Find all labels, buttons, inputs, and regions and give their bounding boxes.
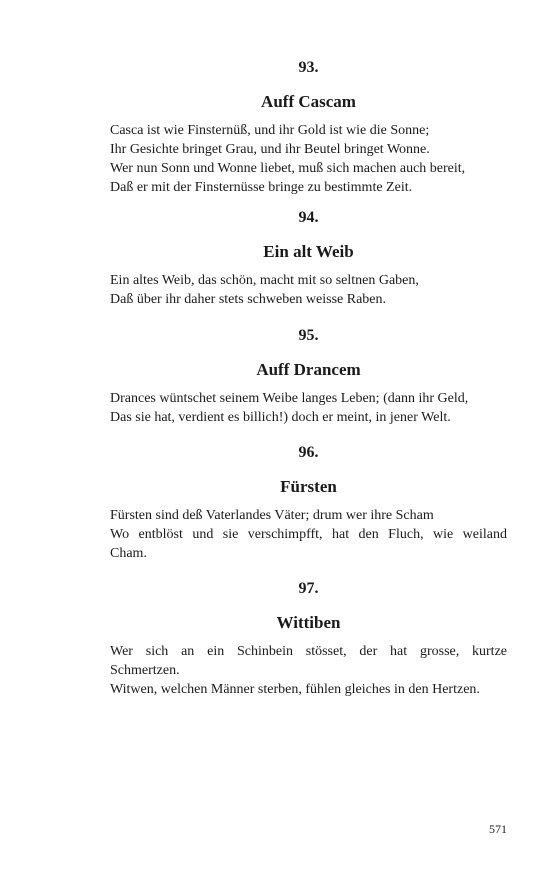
verse-line: Cham. [110,546,147,561]
verse-line: Wo entblöst und sie verschimpfft, hat den Fluch, wie weiland [110,527,507,542]
verse-line: Daß über ihr daher stets schweben weisse Raben. [110,292,387,307]
epigram-94 [110,208,507,309]
verse-line: Wer nun Sonn und Wonne liebet, muß sich machen auch bereit, [110,161,466,176]
epigram-93 [110,58,507,197]
epigram-verse [110,506,507,563]
verse-line: Schmertzen. [110,663,180,678]
epigram-95 [110,326,507,427]
epigram-96 [110,443,507,563]
epigram-verse [110,121,507,197]
verse-line: Ihr Gesichte bringet Grau, und ihr Beutel bringet Wonne. [110,142,430,157]
verse-line: Drances wüntschet seinem Weibe langes Leben; (dann ihr Geld, [110,391,469,406]
epigram-title: Wittiben [276,613,341,632]
epigram-title: Auff Drancem [256,360,361,379]
epigram-title: Fürsten [280,477,337,496]
epigram-number: 95. [298,327,319,344]
epigram-number: 96. [298,444,319,461]
epigram-title: Ein alt Weib [263,242,354,261]
epigram-number: 97. [298,580,319,597]
verse-line: Wer sich an ein Schinbein stösset, der hat grosse, kurtze [110,644,507,659]
epigram-verse [110,642,507,699]
epigram-97 [110,579,507,699]
page-number: 571 [489,822,507,836]
epigram-title: Auff Cascam [261,92,356,111]
verse-line: Ein altes Weib, das schön, macht mit so seltnen Gaben, [110,273,419,288]
epigram-number: 93. [298,59,319,76]
verse-line: Witwen, welchen Männer sterben, fühlen gleiches in den Hertzen. [110,682,480,697]
verse-line: Fürsten sind deß Vaterlandes Väter; drum wer ihre Scham [110,508,434,523]
epigram-number: 94. [298,209,319,226]
epigram-verse [110,271,507,309]
verse-line: Das sie hat, verdient es billich!) doch er meint, in jener Welt. [110,410,451,425]
epigram-verse [110,389,507,427]
verse-line: Daß er mit der Finsternüsse bringe zu bestimmte Zeit. [110,180,413,195]
verse-line: Casca ist wie Finsternüß, und ihr Gold ist wie die Sonne; [110,123,430,138]
